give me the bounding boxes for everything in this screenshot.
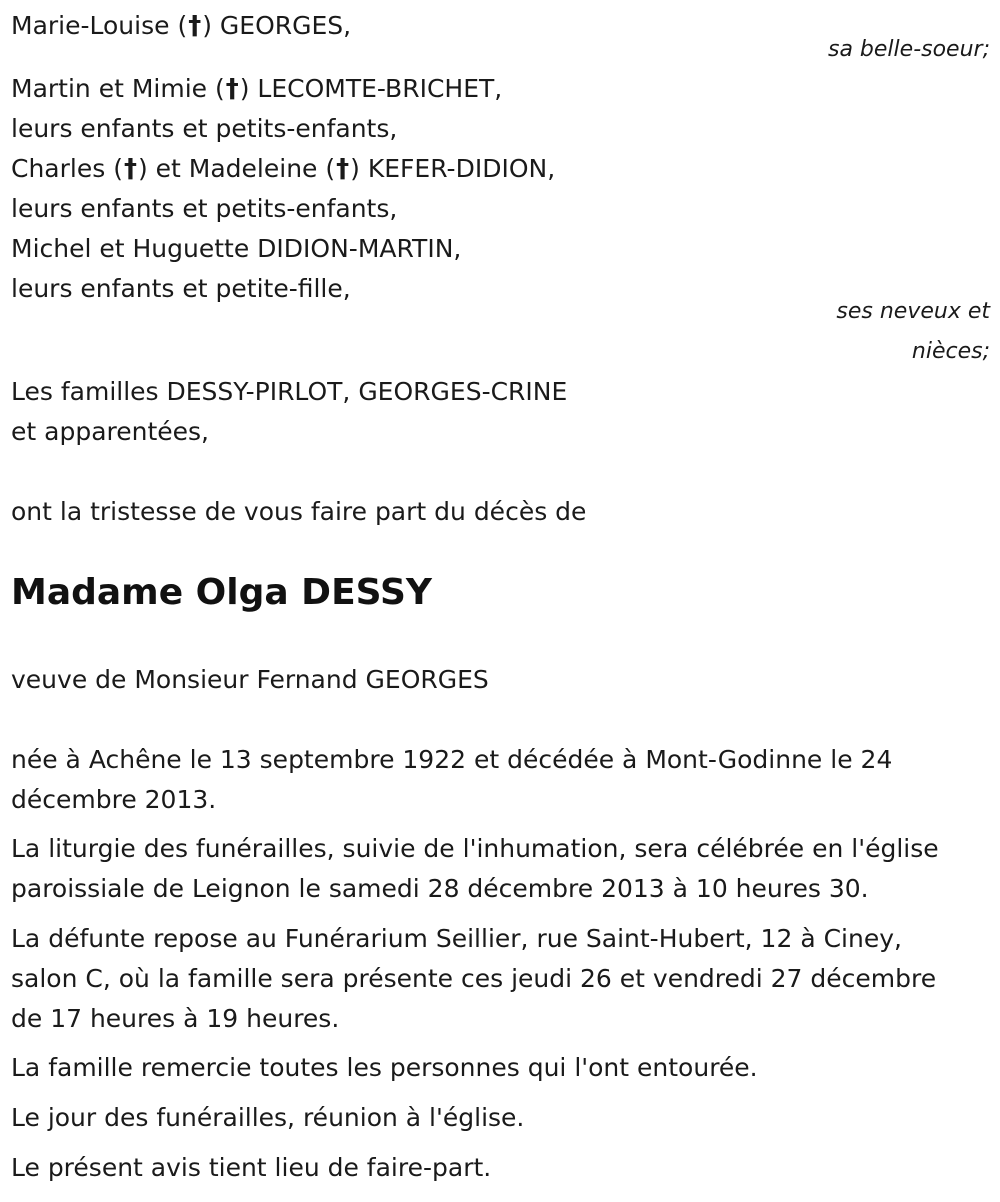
thanks-text: La famille remercie toutes les personnes qui l'ont entourée. [11, 1053, 758, 1082]
deceased-name: Madame Olga DESSY [11, 572, 432, 613]
family-line-apparentees: et apparentées, [11, 417, 209, 446]
family-line-marie-louise [11, 6, 351, 46]
family-line-didion: Michel et Huguette DIDION-MARTIN, [11, 234, 462, 263]
family-line-descendants-1: leurs enfants et petits-enfants, [11, 114, 398, 143]
family-line-kefer [11, 149, 555, 189]
cross-icon: † [188, 11, 202, 41]
family-line-text: ) LECOMTE-BRICHET, [239, 74, 503, 103]
widow-of-text: veuve de Monsieur Fernand GEORGES [11, 665, 489, 694]
cross-icon: † [123, 154, 137, 184]
cross-icon: † [225, 74, 239, 104]
family-line-familles: Les familles DESSY-PIRLOT, GEORGES-CRINE [11, 377, 568, 406]
role-nieces: nièces; [911, 339, 990, 364]
announcement-text: ont la tristesse de vous faire part du décès de [11, 497, 587, 526]
family-line-text: Charles ( [11, 154, 123, 183]
role-belle-soeur: sa belle-soeur; [828, 37, 990, 62]
meeting-text: Le jour des funérailles, réunion à l'église. [11, 1103, 525, 1132]
cross-icon: † [336, 154, 350, 184]
family-line-text: ) KEFER-DIDION, [350, 154, 556, 183]
role-neveux: ses neveux et [836, 299, 990, 324]
liturgy-line-2: paroissiale de Leignon le samedi 28 décembre 2013 à 10 heures 30. [11, 874, 869, 903]
viewing-line-1: La défunte repose au Funérarium Seillier, rue Saint-Hubert, 12 à Ciney, [11, 924, 902, 953]
liturgy-line-1: La liturgie des funérailles, suivie de l'inhumation, sera célébrée en l'église [11, 834, 939, 863]
family-line-text: Marie-Louise ( [11, 11, 188, 40]
family-line-text: ) et Madeleine ( [137, 154, 336, 183]
notice-text: Le présent avis tient lieu de faire-part. [11, 1153, 492, 1182]
family-line-text: Martin et Mimie ( [11, 74, 225, 103]
family-line-descendants-3: leurs enfants et petite-fille, [11, 274, 351, 303]
birth-death-line-2: décembre 2013. [11, 785, 217, 814]
viewing-line-3: de 17 heures à 19 heures. [11, 1004, 340, 1033]
family-line-descendants-2: leurs enfants et petits-enfants, [11, 194, 398, 223]
family-line-text: ) GEORGES, [202, 11, 352, 40]
family-line-lecomte [11, 69, 502, 109]
birth-death-line-1: née à Achêne le 13 septembre 1922 et décédée à Mont-Godinne le 24 [11, 745, 893, 774]
viewing-line-2: salon C, où la famille sera présente ces jeudi 26 et vendredi 27 décembre [11, 964, 937, 993]
